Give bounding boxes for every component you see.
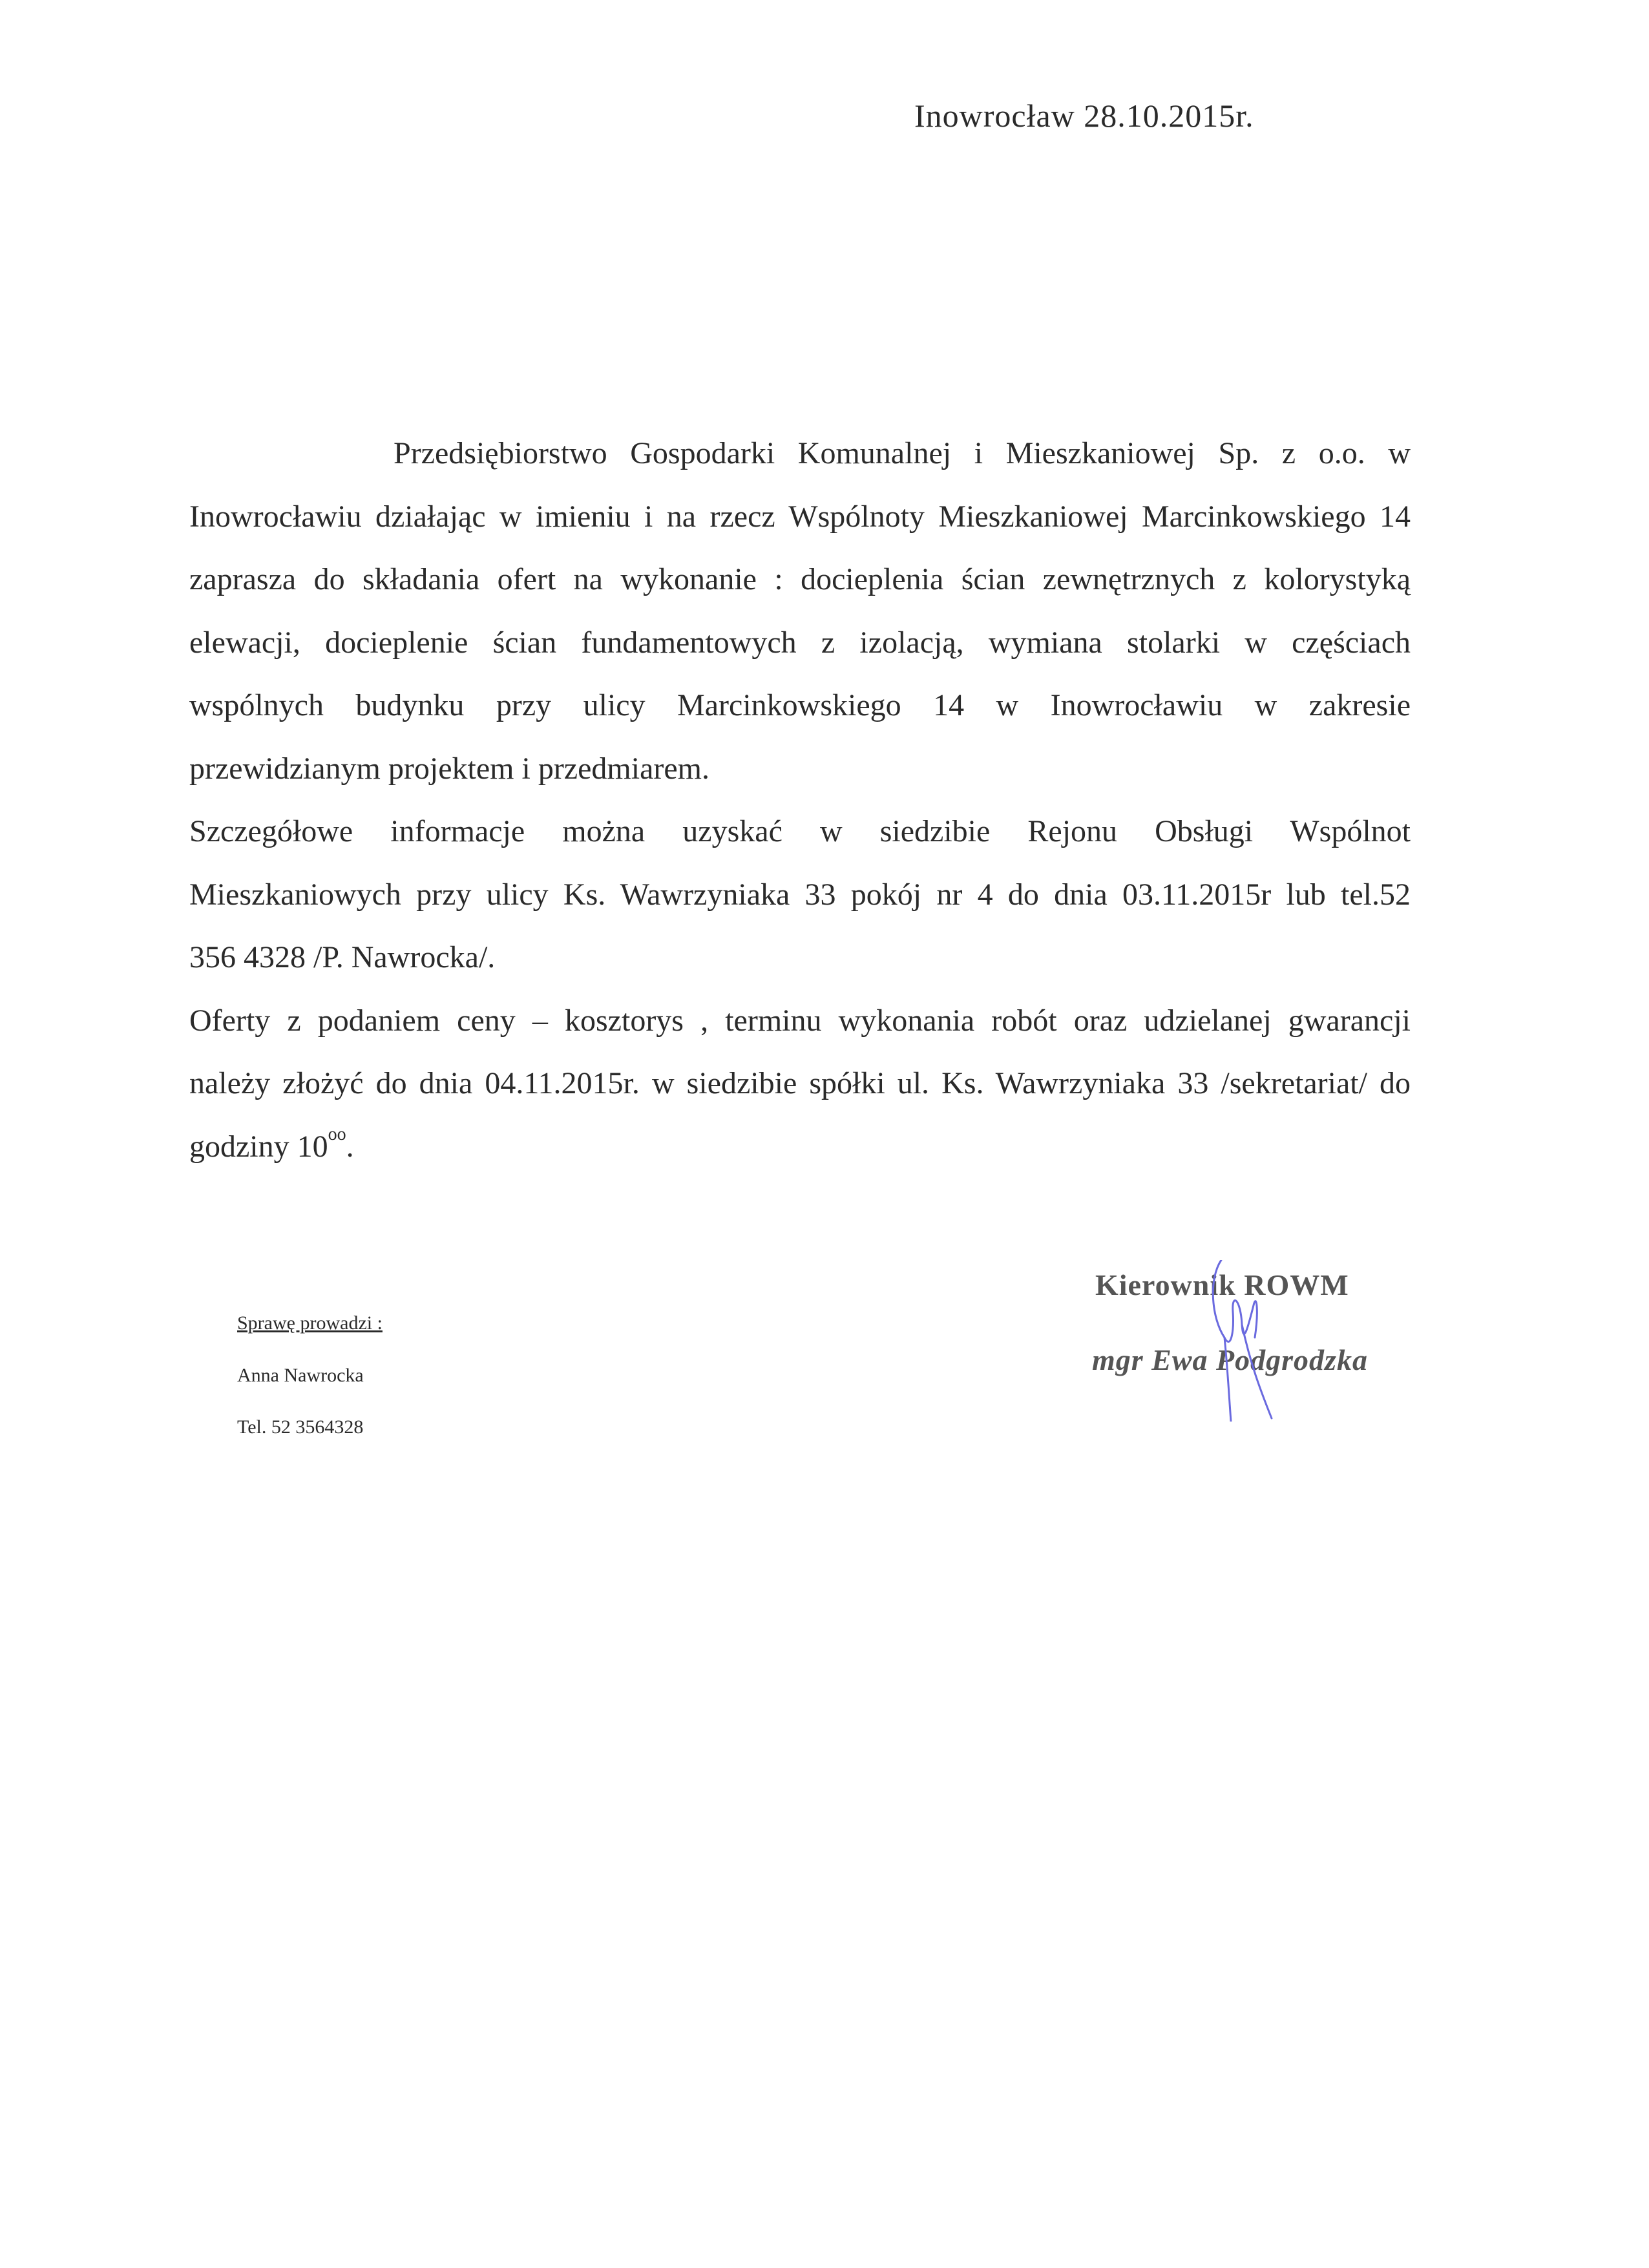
body-line: przewidzianym projektem i przedmiarem. [189, 751, 710, 786]
place-date: Inowrocław 28.10.2015r. [914, 98, 1254, 134]
body-line: Mieszkaniowych przy ulicy Ks. Wawrzyniaka 33 pokój nr 4 do dnia 03.11.2015r lub tel.52 [189, 877, 1411, 912]
letter-body [189, 422, 1411, 1178]
body-line: Inowrocławiu działając w imieniu i na rzecz Wspólnoty Mieszkaniowej Marcinkowskiego 14 [189, 499, 1411, 534]
signatory-title-stamp: Kierownik ROWM [1095, 1268, 1349, 1301]
deadline-text: godziny 10 [189, 1129, 328, 1164]
handler-phone: Tel. 52 3564328 [237, 1416, 364, 1438]
body-line: Oferty z podaniem ceny – kosztorys , terminu wykonania robót oraz udzielanej gwarancji [189, 1003, 1411, 1038]
handler-label: Sprawę prowadzi : [237, 1312, 383, 1334]
body-line: Przedsiębiorstwo Gospodarki Komunalnej i Mieszkaniowej Sp. z o.o. w [394, 436, 1411, 470]
signatory-name-stamp: mgr Ewa Podgrodzka [1092, 1343, 1368, 1376]
handler-name: Anna Nawrocka [237, 1365, 364, 1386]
body-line: wspólnych budynku przy ulicy Marcinkowskiego 14 w Inowrocławiu w zakresie [189, 688, 1411, 722]
deadline-period: . [346, 1129, 354, 1164]
body-line: elewacji, docieplenie ścian fundamentowych z izolacją, wymiana stolarki w częściach [189, 625, 1411, 660]
body-line: zaprasza do składania ofert na wykonanie : docieplenia ścian zewnętrznych z kolorystyką [189, 562, 1411, 596]
body-line: należy złożyć do dnia 04.11.2015r. w siedzibie spółki ul. Ks. Wawrzyniaka 33 /sekretariat/ do [189, 1066, 1411, 1100]
deadline-minutes: oo [328, 1124, 346, 1144]
body-line: Szczegółowe informacje można uzyskać w siedzibie Rejonu Obsługi Wspólnot [189, 814, 1411, 848]
body-line-deadline [189, 1115, 1411, 1179]
handwritten-signature [1195, 1260, 1286, 1422]
body-line: 356 4328 /P. Nawrocka/. [189, 940, 496, 974]
